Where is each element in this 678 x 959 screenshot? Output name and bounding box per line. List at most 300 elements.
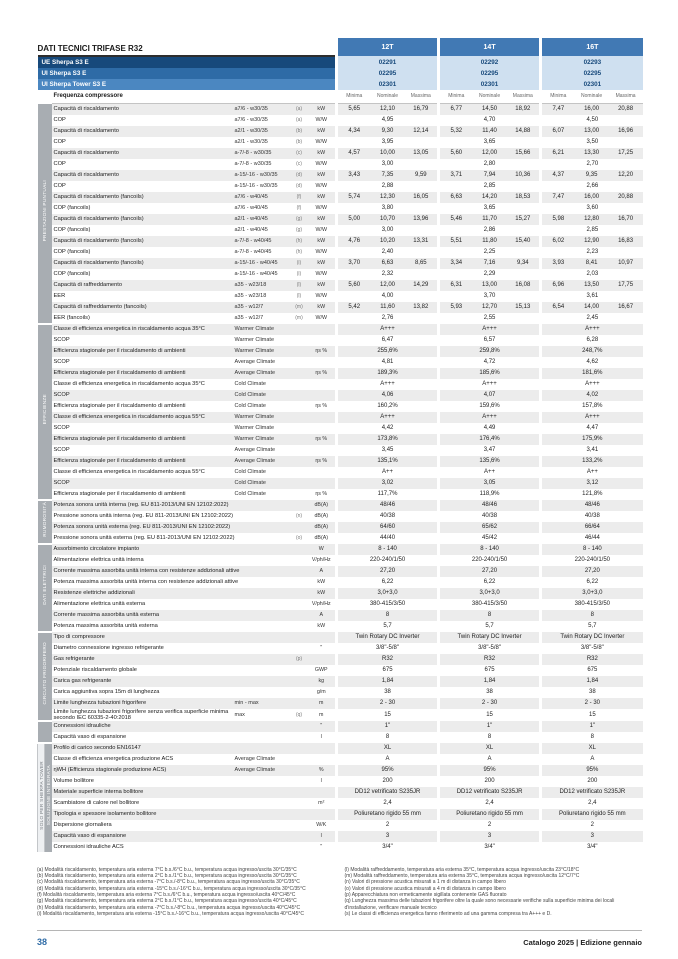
row-note bbox=[291, 555, 308, 566]
value-cell: 4,42 bbox=[337, 423, 439, 434]
value-cell: 3,65 bbox=[439, 137, 541, 148]
row-condition: a7/6 - w40/45 bbox=[234, 205, 268, 211]
table-row bbox=[38, 181, 643, 192]
value-cell: 6,22 bbox=[541, 577, 643, 588]
row-unit: kW bbox=[317, 216, 326, 222]
row-note bbox=[291, 566, 308, 577]
table-row bbox=[38, 379, 643, 390]
value-cell: 4,02 bbox=[541, 390, 643, 401]
value-cell: 14,29 bbox=[413, 282, 429, 288]
row-note bbox=[291, 522, 308, 533]
row-unit bbox=[308, 809, 337, 820]
row-condition: Warmer Climate bbox=[234, 414, 275, 420]
footnote: (q) Lunghezza massima delle tubazioni frigorifere oltre la quale sono necessarie verifiche sulla superficie minima dei locali d'installazione, verificare manuale tecnico bbox=[344, 898, 615, 911]
row-condition: a-7/-8 - w40/45 bbox=[234, 249, 272, 255]
row-description: SCOP bbox=[53, 391, 70, 398]
value-cell: 6,07 bbox=[541, 126, 575, 137]
footnote: (l) Modalità raffreddamento, temperatura aria esterna 35°C, temperatura acqua ingresso/uscita 23°C/18°C bbox=[344, 866, 580, 873]
value-cell: 3,60 bbox=[541, 203, 643, 214]
table-row bbox=[38, 434, 643, 445]
row-note bbox=[291, 599, 308, 610]
value-cell: 8 bbox=[541, 610, 643, 621]
row-description: COP (fancoils) bbox=[53, 248, 91, 255]
row-note: (g) bbox=[295, 227, 303, 233]
row-note bbox=[291, 765, 308, 776]
model-code: 02291 bbox=[337, 56, 439, 68]
value-cell: 5,32 bbox=[439, 126, 473, 137]
value-cell: XL bbox=[541, 743, 643, 754]
value-cell: 5,00 bbox=[337, 214, 371, 225]
table-row bbox=[38, 588, 643, 599]
table-row bbox=[38, 765, 643, 776]
value-cell: 16,00 bbox=[584, 106, 600, 112]
value-cell: 8,65 bbox=[414, 260, 427, 266]
value-cell: 6,54 bbox=[541, 302, 575, 313]
table-row bbox=[38, 115, 643, 126]
value-cell: 8 bbox=[541, 732, 643, 743]
row-note bbox=[291, 434, 308, 445]
footnote: (n) Valori di pressione acustica misurati a 1 m di distanza in campo libero bbox=[344, 879, 506, 886]
row-unit: A bbox=[319, 568, 324, 574]
row-description: Resistenze elettriche addizionali bbox=[53, 589, 135, 596]
value-cell: 10,00 bbox=[380, 150, 396, 156]
row-note bbox=[291, 423, 308, 434]
model-code: 02295 bbox=[439, 68, 541, 79]
value-cell: 95% bbox=[541, 765, 643, 776]
subcolumn-header: Nominale bbox=[575, 90, 609, 103]
row-unit: kg bbox=[318, 678, 325, 684]
value-cell: 2,88 bbox=[337, 181, 439, 192]
row-note bbox=[291, 676, 308, 687]
value-cell: 10,97 bbox=[618, 260, 634, 266]
value-cell: 6,57 bbox=[439, 335, 541, 346]
frequency-compressor-label: Frequenza compressore bbox=[52, 90, 337, 103]
value-cell: 2,4 bbox=[337, 798, 439, 809]
model-code: 02301 bbox=[337, 79, 439, 90]
page-title: DATI TECNICI TRIFASE R32 bbox=[38, 38, 337, 56]
value-cell: 10,70 bbox=[380, 216, 396, 222]
value-cell: 2,85 bbox=[439, 181, 541, 192]
table-row bbox=[38, 291, 643, 302]
value-cell: 4,34 bbox=[337, 126, 371, 137]
value-cell: 16,79 bbox=[413, 106, 429, 112]
value-cell: A+++ bbox=[541, 412, 643, 423]
footnotes-right bbox=[345, 867, 643, 917]
value-cell: 675 bbox=[439, 665, 541, 676]
table-row bbox=[38, 236, 643, 247]
row-unit bbox=[308, 390, 337, 401]
row-unit: dB(A) bbox=[314, 535, 329, 541]
value-cell: 4,50 bbox=[541, 115, 643, 126]
model-code: 02295 bbox=[541, 68, 643, 79]
row-description: Capacità di riscaldamento (fancoils) bbox=[53, 193, 144, 200]
value-cell: 3,95 bbox=[337, 137, 439, 148]
row-description: Profilo di carico secondo EN16147 bbox=[53, 745, 141, 752]
value-cell: 3,50 bbox=[541, 137, 643, 148]
value-cell: 14,50 bbox=[482, 106, 498, 112]
value-cell: 13,96 bbox=[413, 216, 429, 222]
value-cell: 9,34 bbox=[516, 260, 529, 266]
row-unit bbox=[308, 743, 337, 754]
value-cell: 14,00 bbox=[584, 304, 600, 310]
row-description: COP bbox=[53, 160, 66, 167]
value-cell: 10,20 bbox=[380, 238, 396, 244]
row-description: Alimentazione elettrica unità esterna bbox=[53, 600, 146, 607]
row-note bbox=[291, 754, 308, 765]
row-description: COP bbox=[53, 138, 66, 145]
table-row bbox=[38, 842, 643, 853]
value-cell: 3,65 bbox=[439, 203, 541, 214]
subcolumn-header: Massima bbox=[405, 90, 439, 103]
row-note bbox=[291, 324, 308, 335]
table-row bbox=[38, 709, 643, 721]
subcolumn-header: Massima bbox=[609, 90, 643, 103]
value-cell: 185,6% bbox=[439, 368, 541, 379]
value-cell: 46/44 bbox=[541, 533, 643, 544]
table-row bbox=[38, 302, 643, 313]
row-description: COP bbox=[53, 182, 66, 189]
row-description: EER bbox=[53, 292, 66, 299]
row-condition: Average Climate bbox=[234, 370, 276, 376]
footnote: (o) Valori di pressione acustica misurati a 4 m di distanza in campo libero bbox=[344, 885, 506, 892]
value-cell: 27,20 bbox=[337, 566, 439, 577]
row-note bbox=[291, 632, 308, 643]
value-cell: R32 bbox=[337, 654, 439, 665]
value-cell: 7,35 bbox=[381, 172, 394, 178]
subcolumn-header: Minima bbox=[439, 90, 473, 103]
table-row bbox=[38, 820, 643, 831]
footnote: (b) Modalità riscaldamento, temperatura aria esterna 2°C b.s./1°C b.u., temperatura acqua ingresso/uscita 30°C/35°C bbox=[37, 873, 297, 880]
value-cell: 5,93 bbox=[439, 302, 473, 313]
value-cell: 1,84 bbox=[439, 676, 541, 687]
footnote: (d) Modalità riscaldamento, temperatura aria esterna -15°C b.s./-16°C b.u., temperatura acqua ingresso/uscita 30°C/35°C bbox=[37, 885, 306, 892]
value-cell: 6,28 bbox=[541, 335, 643, 346]
value-cell: 4,72 bbox=[439, 357, 541, 368]
row-note bbox=[291, 698, 308, 709]
model-row bbox=[38, 56, 643, 68]
row-description: Carica aggiuntiva sopra 15m di lunghezza bbox=[53, 688, 160, 695]
column-header-16t: 16T bbox=[541, 38, 643, 56]
row-description: Pressione sonora unità interna (reg. EU 811-2013/UNI EN 12102:2022) bbox=[53, 512, 233, 519]
row-unit bbox=[308, 787, 337, 798]
value-cell: 3,34 bbox=[439, 258, 473, 269]
row-description: Limite lunghezza tubazioni frigorifere bbox=[53, 699, 147, 706]
value-cell: 12,70 bbox=[482, 304, 498, 310]
spec-table bbox=[37, 38, 643, 854]
row-note: (m) bbox=[295, 315, 303, 321]
table-row bbox=[38, 456, 643, 467]
row-unit: kW bbox=[317, 194, 326, 200]
value-cell: 380-415/3/50 bbox=[439, 599, 541, 610]
value-cell: A+++ bbox=[541, 324, 643, 335]
value-cell: 12,80 bbox=[584, 216, 600, 222]
row-description: SCOP bbox=[53, 358, 70, 365]
table-row bbox=[38, 544, 643, 555]
row-description: Potenziale riscaldamento globale bbox=[53, 666, 137, 673]
value-cell: Poliuretano rigido 55 mm bbox=[541, 809, 643, 820]
value-cell: 3,02 bbox=[337, 478, 439, 489]
table-row bbox=[38, 743, 643, 754]
row-description: Classe di efficienza energetica produzione ACS bbox=[53, 756, 174, 763]
table-row bbox=[38, 280, 643, 291]
row-description: Potenza massima assorbita unità interna con resistenze addizionali attive bbox=[53, 578, 239, 585]
model-row bbox=[38, 68, 643, 79]
row-unit: kW bbox=[317, 623, 326, 629]
table-row bbox=[38, 203, 643, 214]
value-cell: 3/4" bbox=[541, 842, 643, 853]
row-condition: a-15/-16 - w40/45 bbox=[234, 260, 278, 266]
row-unit: l bbox=[320, 734, 322, 741]
row-note bbox=[291, 643, 308, 654]
row-description: Efficienza stagionale per il riscaldamento di ambienti bbox=[53, 369, 186, 376]
row-note: (l) bbox=[296, 293, 302, 299]
value-cell: 48/46 bbox=[439, 500, 541, 511]
value-cell: 10,36 bbox=[515, 172, 531, 178]
value-cell: 3,71 bbox=[439, 170, 473, 181]
row-description: SCOP bbox=[53, 336, 70, 343]
row-description: COP (fancoils) bbox=[53, 204, 91, 211]
value-cell: R32 bbox=[541, 654, 643, 665]
value-cell: 38 bbox=[337, 687, 439, 698]
row-condition: a-7/-8 - w30/35 bbox=[234, 150, 272, 156]
value-cell: 200 bbox=[439, 776, 541, 787]
row-unit: kW bbox=[317, 282, 326, 288]
row-note: (h) bbox=[295, 249, 303, 255]
value-cell: 18,92 bbox=[515, 106, 531, 112]
row-unit: ηs % bbox=[315, 370, 328, 376]
value-cell: 5,51 bbox=[439, 236, 473, 247]
footnote: (g) Modalità riscaldamento, temperatura aria esterna 2°C b.s./1°C b.u., temperatura acqua ingresso/uscita 40°C/45°C bbox=[37, 898, 297, 905]
row-unit: W/W bbox=[315, 161, 327, 167]
value-cell: 6,21 bbox=[541, 148, 575, 159]
value-cell: 95% bbox=[439, 765, 541, 776]
row-note bbox=[291, 798, 308, 809]
value-cell: 3/8"-5/8" bbox=[337, 643, 439, 654]
row-condition: a35 - w23/18 bbox=[234, 293, 267, 299]
table-row bbox=[38, 577, 643, 588]
value-cell: 1,84 bbox=[337, 676, 439, 687]
row-unit: W/K bbox=[316, 822, 327, 829]
value-cell: 14,88 bbox=[515, 128, 531, 134]
row-note bbox=[291, 368, 308, 379]
row-description: Efficienza stagionale per il riscaldamento di ambienti bbox=[53, 402, 186, 409]
value-cell: 45/42 bbox=[439, 533, 541, 544]
table-row bbox=[38, 500, 643, 511]
value-cell: 259,8% bbox=[439, 346, 541, 357]
value-cell: A+++ bbox=[337, 379, 439, 390]
row-unit: m bbox=[319, 711, 324, 718]
value-cell: 15,66 bbox=[515, 150, 531, 156]
value-cell: 3,70 bbox=[439, 291, 541, 302]
row-condition: Warmer Climate bbox=[234, 436, 275, 442]
value-cell: 9,35 bbox=[585, 172, 598, 178]
section-label: SOLO PER SHERPA TOWER bbox=[38, 760, 44, 830]
table-row bbox=[38, 401, 643, 412]
value-cell: 8 bbox=[439, 610, 541, 621]
value-cell: 380-415/3/50 bbox=[541, 599, 643, 610]
row-unit bbox=[308, 478, 337, 489]
row-note bbox=[291, 831, 308, 842]
row-note bbox=[291, 445, 308, 456]
value-cell: 7,47 bbox=[541, 103, 575, 115]
row-note bbox=[291, 379, 308, 390]
value-cell: 65/62 bbox=[439, 522, 541, 533]
row-note: (q) bbox=[295, 711, 303, 718]
value-cell: 2,86 bbox=[439, 225, 541, 236]
value-cell: XL bbox=[337, 743, 439, 754]
row-description: Diametro connessione ingresso refrigerante bbox=[53, 644, 164, 651]
value-cell: 40/38 bbox=[541, 511, 643, 522]
value-cell: 3/8"-5/8" bbox=[439, 643, 541, 654]
row-unit: m² bbox=[318, 800, 325, 807]
row-note bbox=[291, 412, 308, 423]
value-cell: 2,55 bbox=[439, 313, 541, 324]
value-cell: 2,70 bbox=[541, 159, 643, 170]
row-note: (b) bbox=[295, 128, 303, 134]
value-cell: 11,60 bbox=[380, 304, 395, 310]
value-cell: 12,00 bbox=[380, 282, 396, 288]
value-cell: 6,31 bbox=[439, 280, 473, 291]
value-cell: 2,4 bbox=[541, 798, 643, 809]
table-row bbox=[38, 346, 643, 357]
row-unit bbox=[308, 357, 337, 368]
value-cell: 3,45 bbox=[337, 445, 439, 456]
row-unit: % bbox=[318, 767, 324, 774]
model-code: 02301 bbox=[541, 79, 643, 90]
row-note: (p) bbox=[295, 656, 303, 662]
section-bar bbox=[38, 324, 52, 500]
row-unit: kW bbox=[317, 579, 326, 585]
row-condition: a35 - w23/18 bbox=[234, 282, 267, 288]
row-note bbox=[291, 809, 308, 820]
value-cell: 2,80 bbox=[439, 159, 541, 170]
value-cell: 6,96 bbox=[541, 280, 575, 291]
value-cell: 160,2% bbox=[337, 401, 439, 412]
value-cell: 5,60 bbox=[337, 280, 371, 291]
value-cell: 12,10 bbox=[380, 106, 396, 112]
row-note bbox=[291, 665, 308, 676]
table-row bbox=[38, 533, 643, 544]
row-note bbox=[291, 842, 308, 853]
row-description: Potenza sonora unità esterna (reg. EU 811-2013/UNI EN 12102:2022) bbox=[53, 523, 231, 530]
value-cell: 13,82 bbox=[413, 304, 429, 310]
table-row bbox=[38, 103, 643, 115]
value-cell: 13,00 bbox=[584, 128, 600, 134]
row-description: Capacità vaso di espansione bbox=[53, 734, 127, 741]
value-cell: A+++ bbox=[439, 324, 541, 335]
table-row bbox=[38, 610, 643, 621]
table-row bbox=[38, 445, 643, 456]
value-cell: 4,76 bbox=[337, 236, 371, 247]
table-row bbox=[38, 368, 643, 379]
value-cell: 200 bbox=[541, 776, 643, 787]
value-cell: 4,07 bbox=[439, 390, 541, 401]
row-description: Capacità di riscaldamento (fancoils) bbox=[53, 237, 144, 244]
value-cell: 16,70 bbox=[618, 216, 634, 222]
footnote: (p) Apparecchiatura non ermeticamente sigillata contenente GAS fluorato bbox=[344, 892, 507, 898]
table-row bbox=[38, 566, 643, 577]
value-cell: 7,16 bbox=[483, 260, 496, 266]
value-cell: 2,85 bbox=[541, 225, 643, 236]
footnote: (c) Modalità riscaldamento, temperatura aria esterna -7°C b.s./-8°C b.u., temperatura acqua ingresso/uscita 30°C/35°C bbox=[37, 879, 300, 886]
table-row bbox=[38, 599, 643, 610]
value-cell: Twin Rotary DC Inverter bbox=[541, 632, 643, 643]
row-note bbox=[291, 544, 308, 555]
value-cell: 18,53 bbox=[515, 194, 531, 200]
value-cell: 9,59 bbox=[414, 172, 427, 178]
value-cell: 2,23 bbox=[541, 247, 643, 258]
value-cell: 8 - 140 bbox=[439, 544, 541, 555]
value-cell: 40/38 bbox=[439, 511, 541, 522]
row-condition: Cold Climate bbox=[234, 403, 266, 409]
table-row bbox=[38, 390, 643, 401]
value-cell: 6,02 bbox=[541, 236, 575, 247]
value-cell: DD12 vetrificato S235JR bbox=[439, 787, 541, 798]
table-row bbox=[38, 831, 643, 842]
value-cell: 181,6% bbox=[541, 368, 643, 379]
value-cell: 4,37 bbox=[541, 170, 575, 181]
row-condition: min - max bbox=[234, 700, 259, 706]
table-row bbox=[38, 357, 643, 368]
row-unit: kW bbox=[317, 150, 326, 156]
value-cell: A+++ bbox=[337, 324, 439, 335]
row-note bbox=[291, 610, 308, 621]
value-cell: 4,81 bbox=[337, 357, 439, 368]
value-cell: 5,74 bbox=[337, 192, 371, 203]
value-cell: Poliuretano rigido 55 mm bbox=[337, 809, 439, 820]
row-condition: Cold Climate bbox=[234, 480, 266, 486]
row-unit: l bbox=[320, 833, 322, 840]
model-label: UI Sherpa S3 E bbox=[38, 68, 337, 79]
row-description: Efficienza stagionale per il riscaldamento di ambienti bbox=[53, 435, 186, 442]
row-description: COP (fancoils) bbox=[53, 226, 91, 233]
row-unit: ηs % bbox=[315, 403, 328, 409]
column-header-12t: 12T bbox=[337, 38, 439, 56]
value-cell: 20,88 bbox=[618, 194, 634, 200]
value-cell: A+++ bbox=[337, 412, 439, 423]
table-row bbox=[38, 665, 643, 676]
value-cell: A++ bbox=[337, 467, 439, 478]
row-note: (i) bbox=[296, 271, 302, 277]
value-cell: Twin Rotary DC Inverter bbox=[337, 632, 439, 643]
value-cell: 2,4 bbox=[439, 798, 541, 809]
model-label: UE Sherpa S3 E bbox=[38, 56, 337, 68]
row-unit: W/W bbox=[315, 249, 327, 255]
value-cell: 200 bbox=[337, 776, 439, 787]
row-note bbox=[291, 390, 308, 401]
value-cell: 40/38 bbox=[337, 511, 439, 522]
row-description: Capacità di riscaldamento bbox=[53, 171, 119, 178]
section-bar-outer bbox=[38, 743, 45, 853]
row-note: (n) bbox=[295, 513, 303, 519]
row-note: (m) bbox=[295, 304, 303, 310]
value-cell: 220-240/1/50 bbox=[541, 555, 643, 566]
row-unit bbox=[308, 754, 337, 765]
row-description: Classe di efficienza energetica in riscaldamento acqua 55°C bbox=[53, 413, 205, 420]
row-note: (f) bbox=[296, 205, 302, 211]
row-condition: max bbox=[234, 711, 245, 718]
value-cell: 38 bbox=[541, 687, 643, 698]
row-description: Classe di efficienza energetica in riscaldamento acqua 55°C bbox=[53, 468, 205, 475]
row-condition: a-15/-16 - w30/35 bbox=[234, 183, 278, 189]
row-condition: a35 - w12/7 bbox=[234, 315, 264, 321]
table-row bbox=[38, 335, 643, 346]
value-cell: A++ bbox=[439, 467, 541, 478]
row-note bbox=[291, 776, 308, 787]
value-cell: 8 bbox=[337, 610, 439, 621]
row-description: Limite lunghezza tubazioni frigorifere senza verifica superficie minima secondo IEC 60335-2-40:2018 bbox=[53, 708, 229, 721]
row-unit: ηs % bbox=[315, 491, 328, 497]
